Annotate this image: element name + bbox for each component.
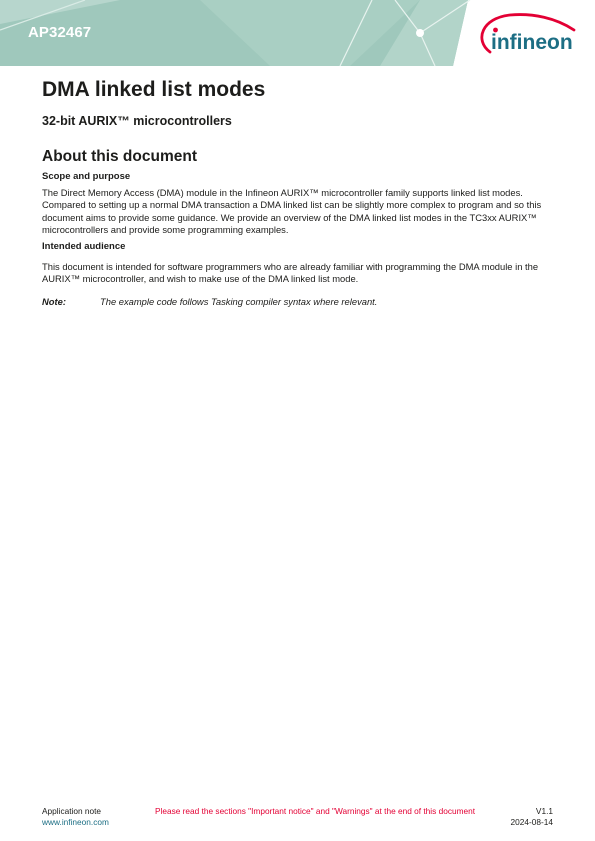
svg-text:infineon: infineon xyxy=(491,31,573,54)
document-title: DMA linked list modes xyxy=(42,78,266,101)
page-footer xyxy=(42,806,553,830)
website-link[interactable]: www.infineon.com xyxy=(42,817,109,827)
document-id: AP32467 xyxy=(28,24,92,41)
audience-heading: Intended audience xyxy=(42,241,126,252)
note-label: Note: xyxy=(42,296,66,307)
warning-notice: Please read the sections "Important notice" and "Warnings" at the end of this document xyxy=(155,806,476,816)
doc-type: Application note xyxy=(42,806,102,816)
note-text: The example code follows Tasking compiler syntax where relevant. xyxy=(100,296,378,307)
scope-paragraph: The Direct Memory Access (DMA) module in the Infineon AURIX™ microcontroller family supports linked list modes. Compared to setting up a normal DMA transaction a DMA linked list can be slightly more complex to program and so this document aims to provide some guidance. We provide an overview of the DMA linked list modes in the TC3xx AURIX™ microcontrollers and provide some programming examples. xyxy=(42,187,542,235)
document-subtitle: 32-bit AURIX™ microcontrollers xyxy=(42,114,232,128)
about-heading: About this document xyxy=(42,148,197,165)
audience-paragraph: This document is intended for software programmers who are already familiar with programming the DMA module in the AURIX™ microcontroller, and wish to make use of the DMA linked list mode. xyxy=(42,261,539,285)
scope-heading: Scope and purpose xyxy=(42,171,131,182)
version: V1.1 xyxy=(535,806,553,816)
infineon-logo xyxy=(478,12,588,60)
date: 2024-08-14 xyxy=(510,817,553,827)
